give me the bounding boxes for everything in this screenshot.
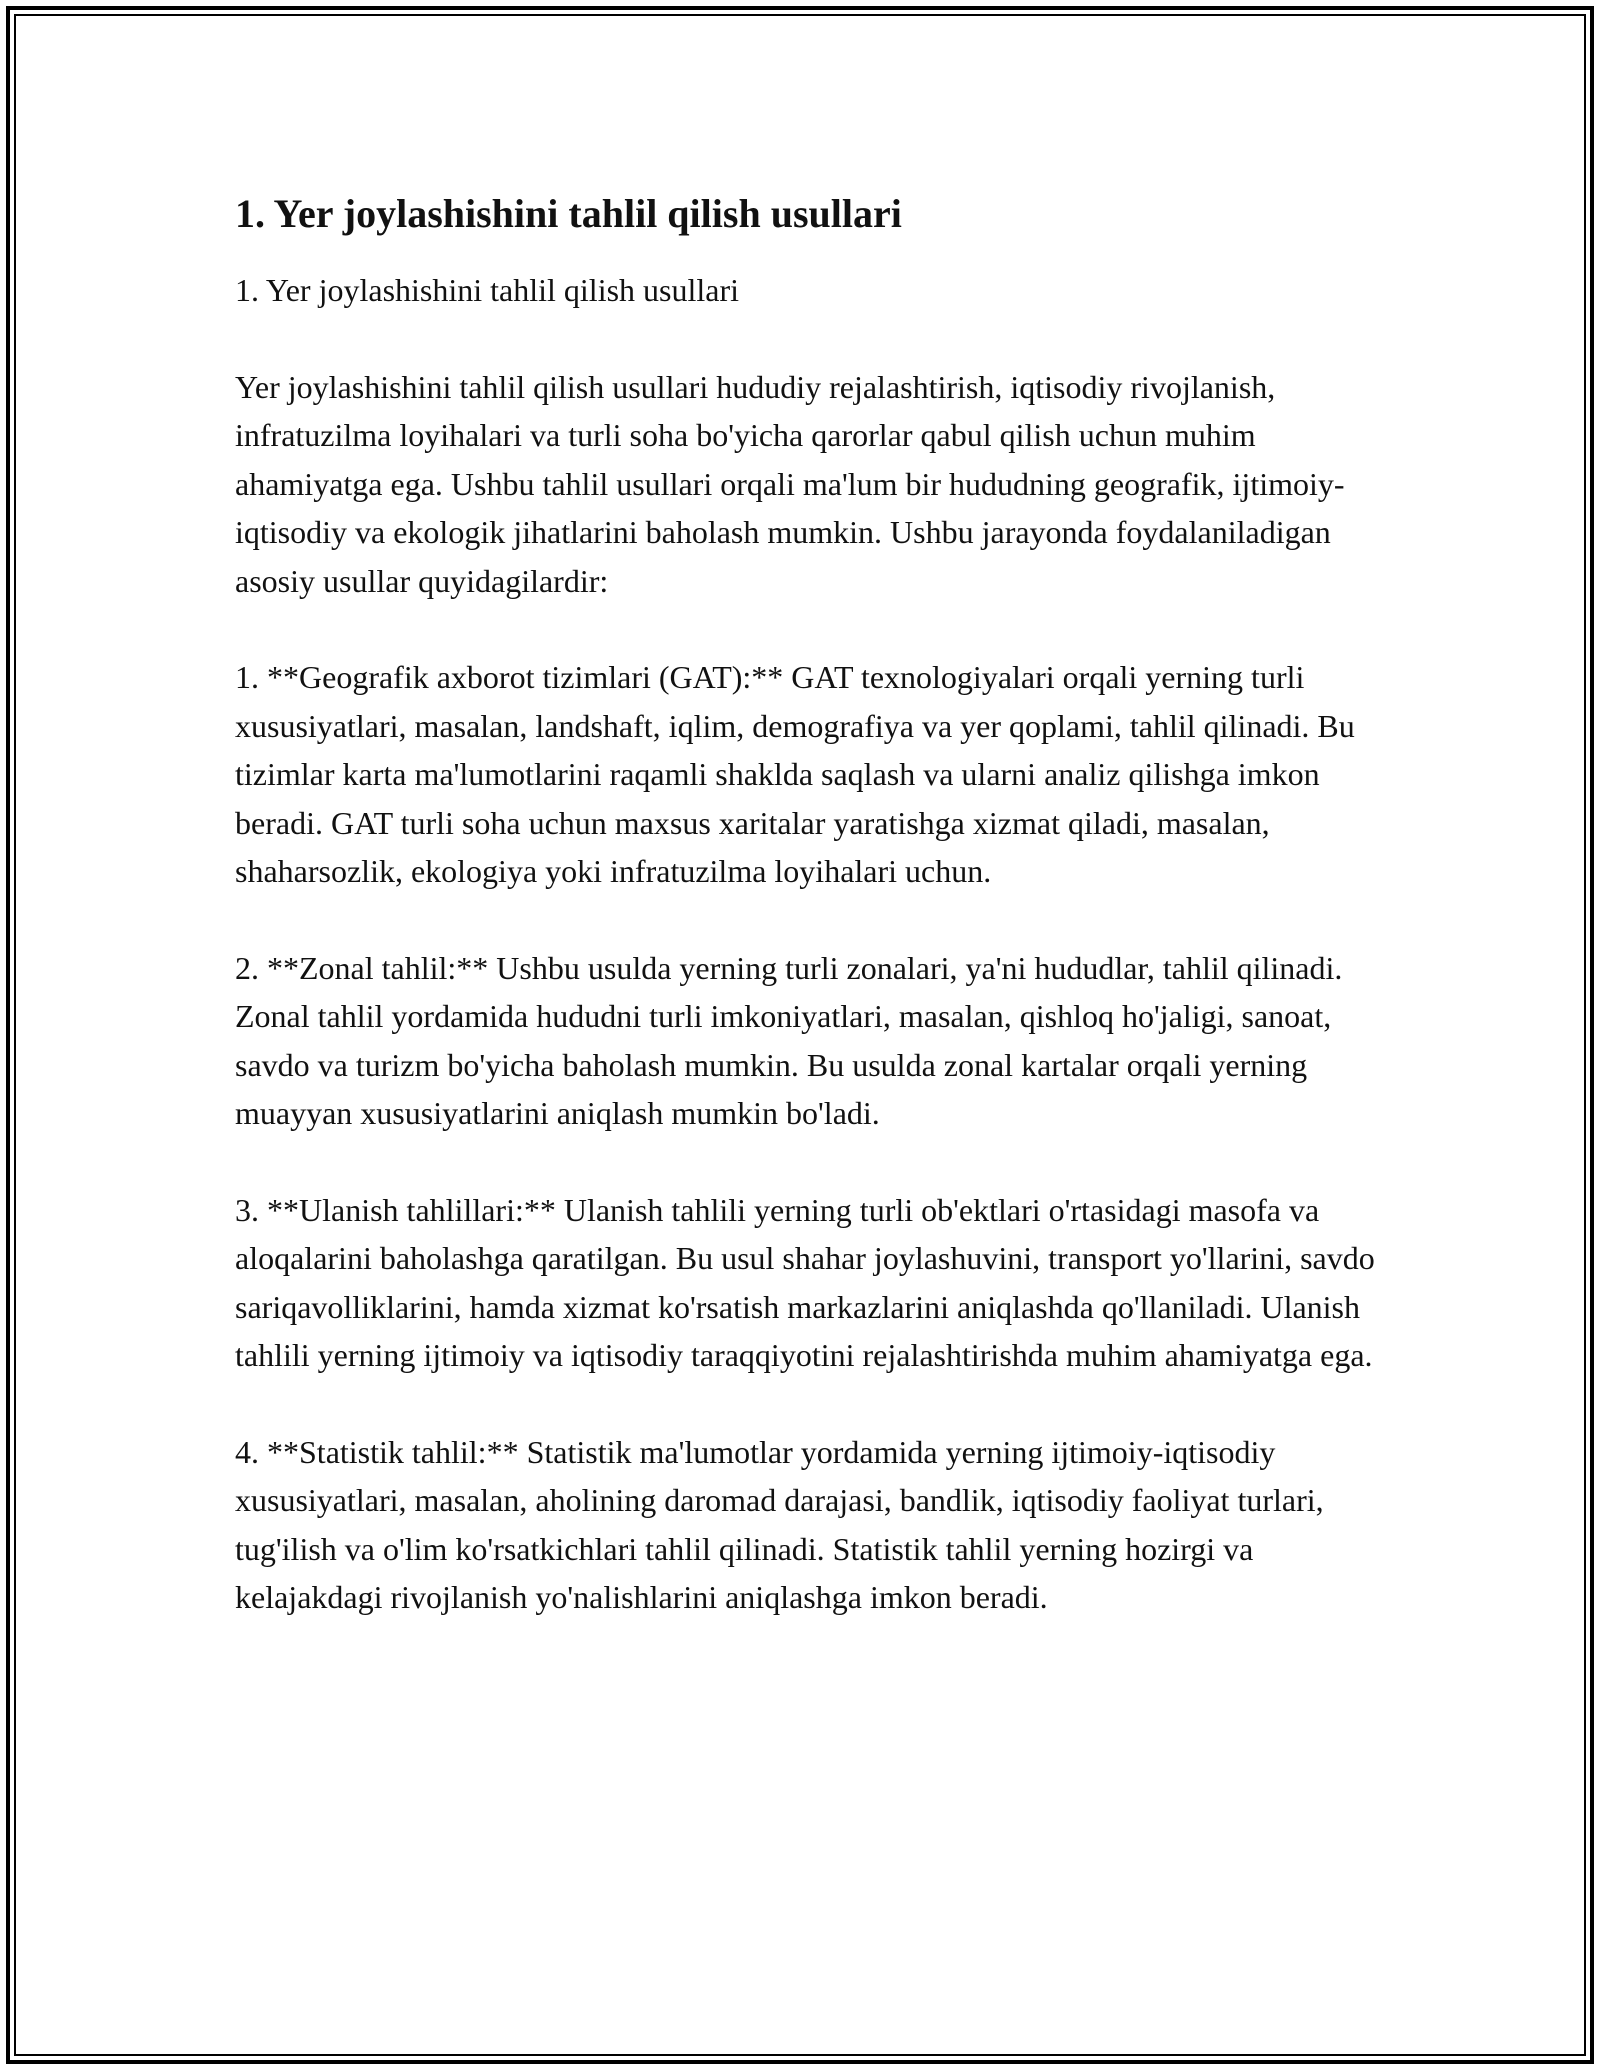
method-connectivity-paragraph: 3. **Ulanish tahlillari:** Ulanish tahlili yerning turli ob'ektlari o'rtasidagi masofa va aloqalarini baholashga qaratilgan. Bu usul shahar joylashuvini, transport yo'llarini, savdo sariqavolliklarini, hamda xizmat ko'rsatish markazlarini aniqlashda qo'llaniladi. Ulanish tahlili yerning ijtimoiy va iqtisodiy taraqqiyotini rejalashtirishda muhim ahamiyatga ega. (235, 1191, 1375, 1373)
method-gis-paragraph: 1. **Geografik axborot tizimlari (GAT):** GAT texnologiyalari orqali yerning turli xususiyatlari, masalan, landshaft, iqlim, demografiya va yer qoplami, tahlil qilinadi. Bu tizimlar karta ma'lumotlarini raqamli shaklda saqlash va ularni analiz qilishga imkon beradi. GAT turli soha uchun maxsus xaritalar yaratishga xizmat qiladi, masalan, shaharsozlik, ekologiya yoki infratuzilma loyihalari uchun. (235, 659, 1355, 889)
method-zonal-paragraph: 2. **Zonal tahlil:** Ushbu usulda yerning turli zonalari, ya'ni hududlar, tahlil qilinadi. Zonal tahlil yordamida hududni turli imkoniyatlari, masalan, qishloq ho'jaligi, sanoat, savdo va turizm bo'yicha baholash mumkin. Bu usulda zonal kartalar orqali yerning muayyan xususiyatlarini aniqlash mumkin bo'ladi. (235, 949, 1343, 1131)
document-body (235, 186, 1385, 1670)
document-subtitle: 1. Yer joylashishini tahlil qilish usullari (235, 272, 740, 308)
intro-paragraph: Yer joylashishini tahlil qilish usullari hududiy rejalashtirish, iqtisodiy rivojlanish, infratuzilma loyihalari va turli soha bo'yicha qarorlar qabul qilish uchun muhim ahamiyatga ega. Ushbu tahlil usullari orqali ma'lum bir hududning geografik, ijtimoiy-iqtisodiy va ekologik jihatlarini baholash mumkin. Ushbu jarayonda foydalaniladigan asosiy usullar quyidagilardir: (235, 368, 1345, 599)
document-title: 1. Yer joylashishini tahlil qilish usullari (235, 191, 902, 236)
method-statistical-paragraph: 4. **Statistik tahlil:** Statistik ma'lumotlar yordamida yerning ijtimoiy-iqtisodiy xususiyatlari, masalan, aholining daromad darajasi, bandlik, iqtisodiy faoliyat turlari, tug'ilish va o'lim ko'rsatkichlari tahlil qilinadi. Statistik tahlil yerning hozirgi va kelajakdagi rivojlanish yo'nalishlarini aniqlashga imkon beradi. (235, 1433, 1324, 1615)
